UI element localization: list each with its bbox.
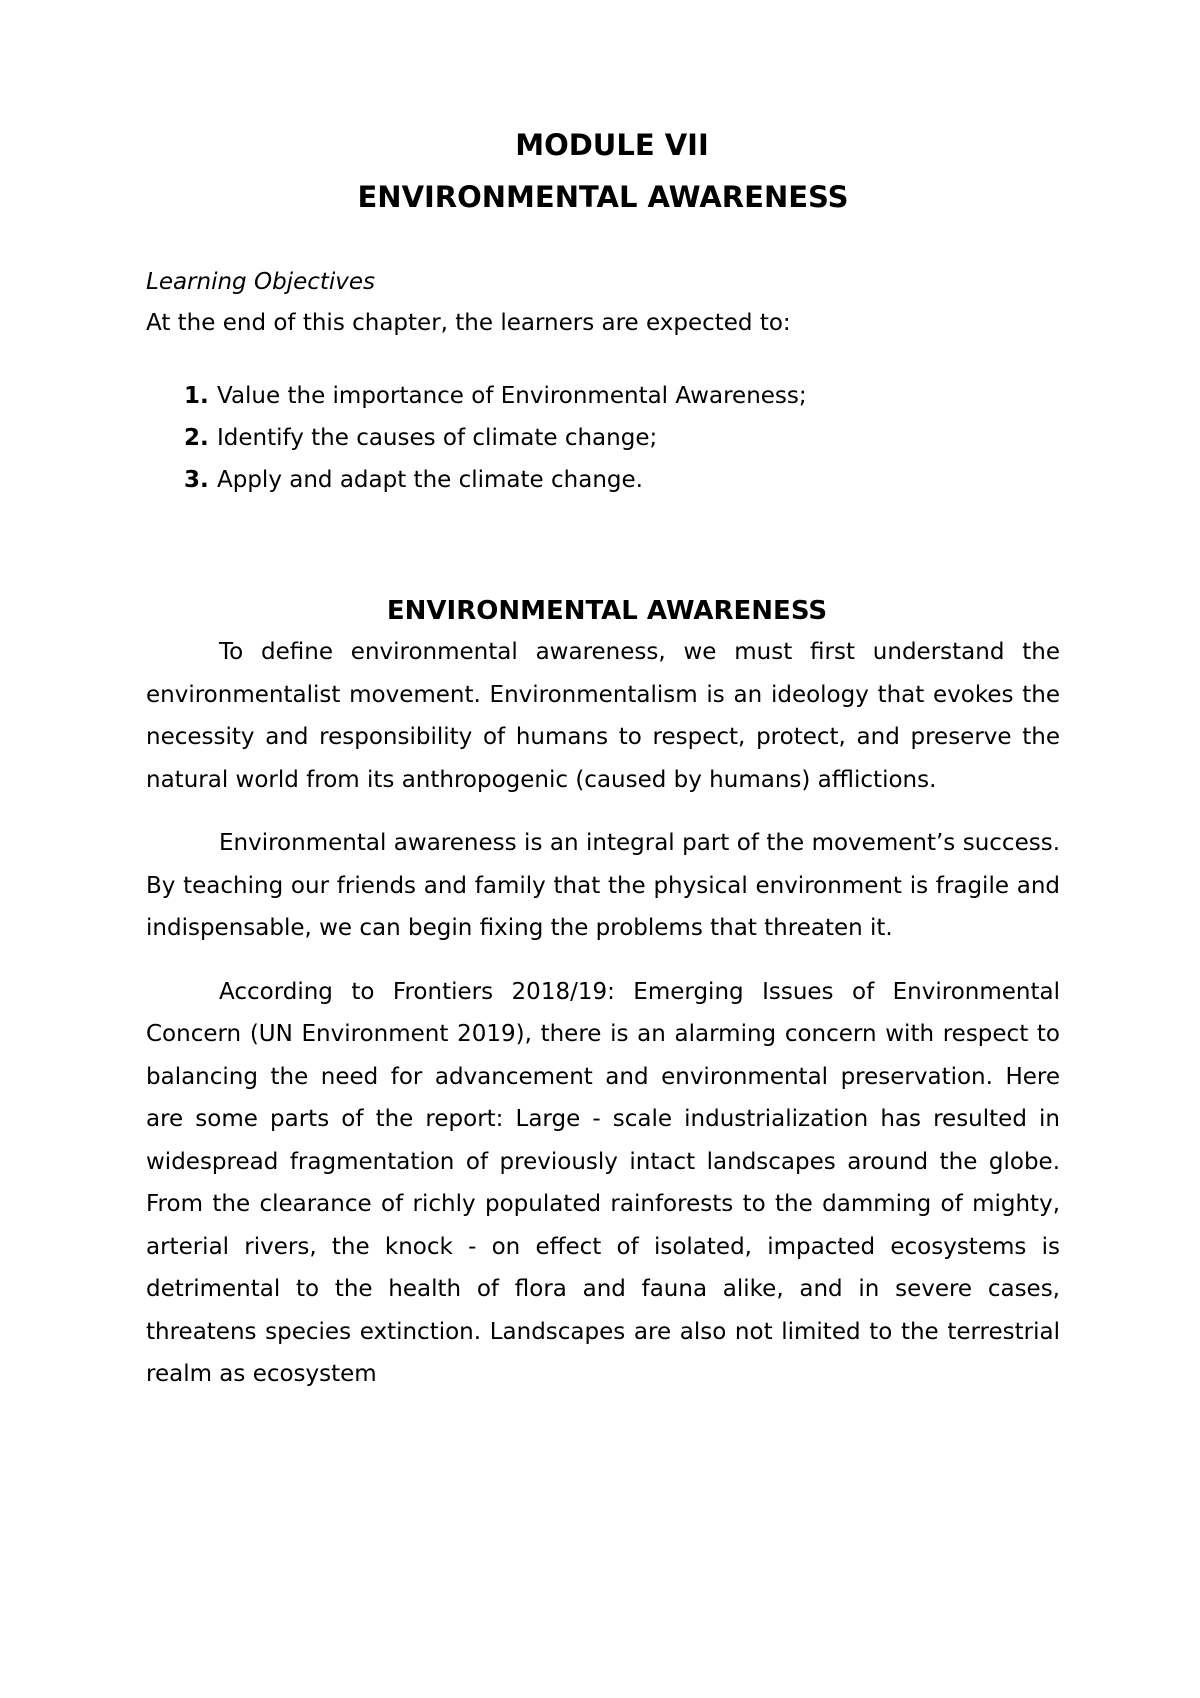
objective-number: 1. <box>184 383 209 409</box>
section-heading: ENVIRONMENTAL AWARENESS <box>386 596 828 626</box>
body-paragraph: Environmental awareness is an integral part of the movement’s success. By teaching our friends and family that the physical environment is fragile and indispensable, we can begin fixing the problems that threaten it. <box>146 830 1060 941</box>
objective-number: 2. <box>184 425 209 451</box>
objectives-list <box>146 375 1060 501</box>
objective-text: Value the importance of Environmental Awareness; <box>217 383 807 409</box>
objectives-intro: At the end of this chapter, the learners are expected to: <box>146 310 791 336</box>
body-paragraph: To define environmental awareness, we must first understand the environmentalist movement. Environmentalism is an ideology that evokes the necessity and responsibility of humans to respect, protect, and preserve the natural world from its anthropogenic (caused by humans) afflictions. <box>146 639 1060 793</box>
objective-item <box>184 459 1060 501</box>
learning-objectives-heading: Learning Objectives <box>146 269 376 295</box>
module-title: MODULE VII <box>515 128 709 162</box>
body-paragraph: According to Frontiers 2018/19: Emerging Issues of Environmental Concern (UN Environment 2019), there is an alarming concern with respect to balancing the need for advancement and environmental preservation. Here are some parts of the report: Large - scale industrialization has resulted in widespread fragmentation of previously intact landscapes around the globe. From the clearance of richly populated rainforests to the damming of mighty, arterial rivers, the knock - on effect of isolated, impacted ecosystems is detrimental to the health of flora and fauna alike, and in severe cases, threatens species extinction. Landscapes are also not limited to the terrestrial realm as ecosystem <box>146 978 1060 1387</box>
objective-item <box>184 375 1060 417</box>
objective-item <box>184 417 1060 459</box>
objective-number: 3. <box>184 467 209 493</box>
module-subtitle: ENVIRONMENTAL AWARENESS <box>357 180 849 214</box>
objective-text: Identify the causes of climate change; <box>217 425 658 451</box>
objective-text: Apply and adapt the climate change. <box>217 467 643 493</box>
